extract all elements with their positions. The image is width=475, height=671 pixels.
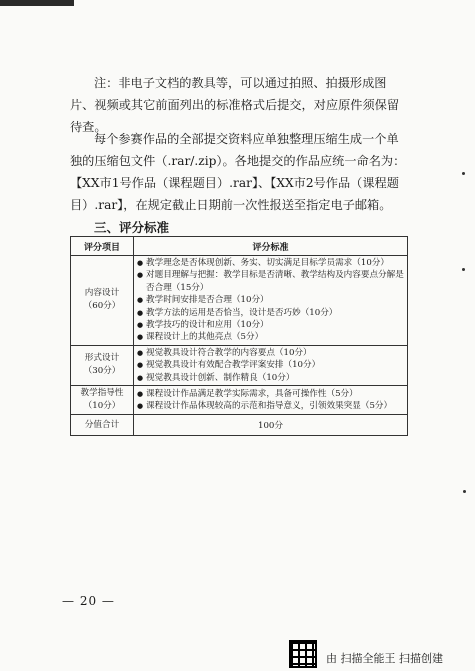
table-row: [71, 345, 408, 385]
criteria-item: ● 对题目理解与把握：教学目标是否清晰、教学结构及内容要点分解是否合理（15分）: [137, 269, 404, 294]
row-label-points: （60分）: [83, 301, 121, 312]
scanner-watermark: 由 扫描全能王 扫描创建: [326, 652, 443, 665]
criteria-item: ● 课程设计上的其他亮点（5分）: [137, 331, 404, 343]
criteria-item: ● 教学方法的运用是否恰当，设计是否巧妙（10分）: [137, 307, 404, 319]
criteria-item: ● 视觉教具设计符合教学的内容要点（10分）: [137, 347, 404, 359]
criteria-item: ● 教学技巧的设计和应用（10分）: [137, 319, 404, 331]
row-criteria: [134, 386, 408, 415]
criteria-item: ● 视觉教具设计创新、制作精良（10分）: [137, 372, 404, 384]
row-label-name: 教学指导性: [80, 388, 124, 399]
criteria-item: ● 教学理念是否体现创新、务实、切实满足目标学员需求（10分）: [137, 257, 404, 269]
table-row: [71, 256, 408, 346]
criteria-item: ● 课程设计作品满足教学实际需求，具备可操作性（5分）: [137, 388, 404, 400]
total-label: 分值合计: [71, 415, 134, 436]
section-title: 三、评分标准: [94, 220, 170, 235]
criteria-item: ● 视觉教具设计有效配合教学评案安排（10分）: [137, 359, 404, 371]
row-label-points: （30分）: [83, 366, 121, 377]
criteria-item: ● 课程设计作品体现较高的示范和指导意义，引领效果突显（5分）: [137, 400, 404, 412]
total-value: 100分: [134, 415, 408, 436]
qr-code-icon: [289, 640, 317, 668]
scan-speck: [462, 268, 465, 271]
scan-edge-mark: [0, 0, 74, 6]
header-item: 评分项目: [71, 237, 134, 256]
row-label: [71, 256, 134, 346]
header-criteria: 评分标准: [134, 237, 408, 256]
scan-speck: [462, 172, 465, 175]
row-label-points: （10分）: [83, 401, 121, 412]
criteria-item: ● 教学时间安排是否合理（10分）: [137, 294, 404, 306]
table-row: [71, 386, 408, 415]
row-label: [71, 345, 134, 385]
scoring-table: [70, 236, 408, 436]
row-criteria: [134, 345, 408, 385]
row-label: [71, 386, 134, 415]
table-total-row: [71, 415, 408, 436]
row-label-name: 形式设计: [84, 353, 120, 364]
table-header-row: [71, 237, 408, 256]
page-number: — 20 —: [62, 594, 115, 608]
submission-paragraph: 每个参赛作品的全部提交资料应单独整理压缩生成一个单独的压缩包文件（.rar/.zip）。各地提交的作品应统一命名为：【XX市1号作品（课程题目）.rar】、【XX市2号作品（课程题目）.rar】，在规定截止日期前一次性报送至指定电子邮箱。: [70, 132, 406, 212]
note-paragraph: 注：非电子文档的教具等，可以通过拍照、拍摄形成图片、视频或其它前面列出的标准格式后提交，对应原件须保留待查。: [70, 76, 400, 134]
scan-speck: [463, 490, 466, 493]
row-criteria: [134, 256, 408, 346]
row-label-name: 内容设计: [84, 288, 120, 299]
